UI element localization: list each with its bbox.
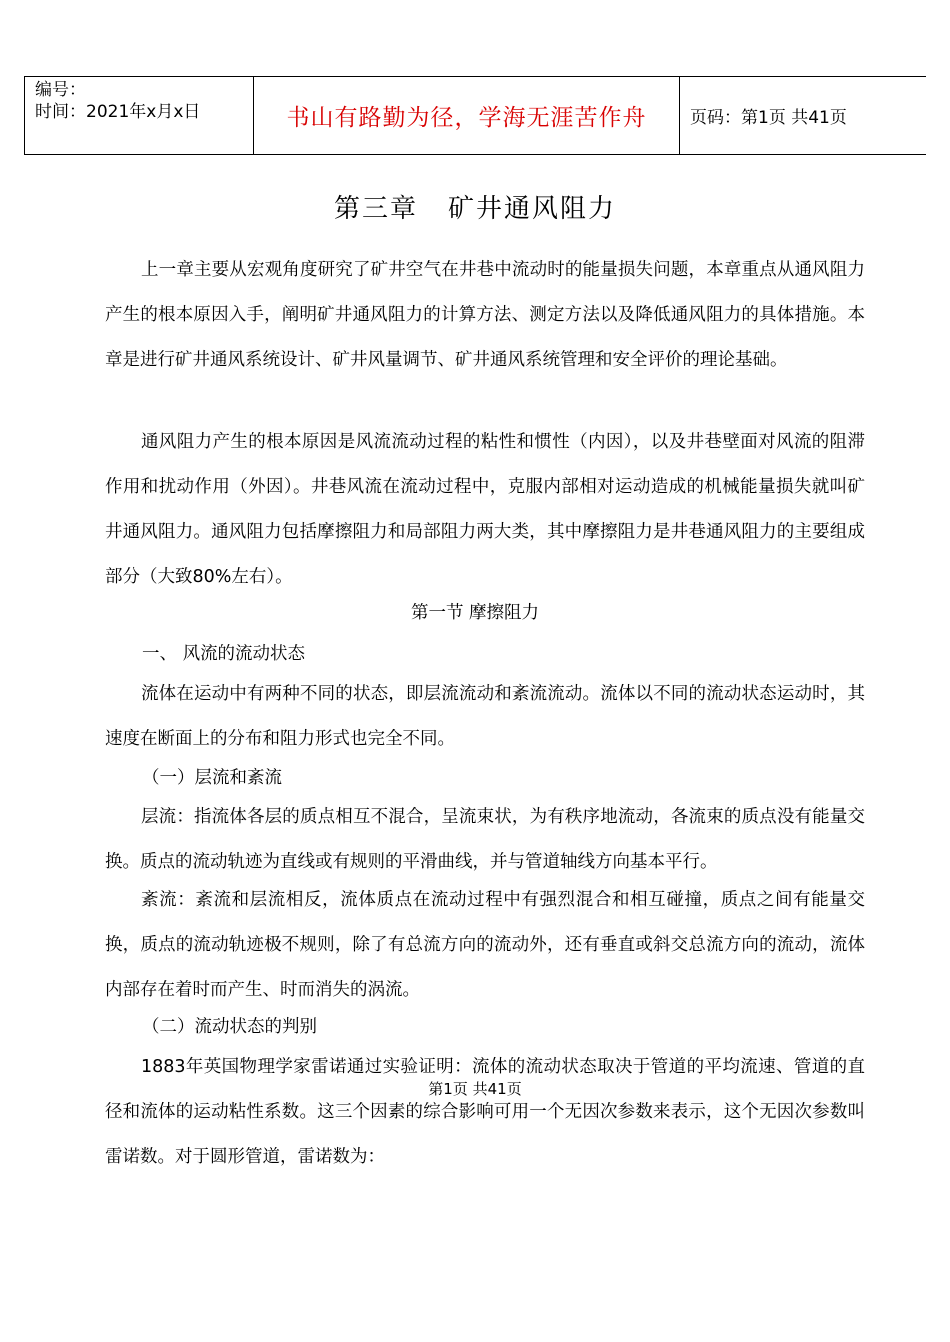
footer-page-number: 第1页 共41页 bbox=[428, 1080, 522, 1098]
number-label: 编号： bbox=[35, 80, 86, 100]
subheading-laminar-turbulent: （一）层流和紊流 bbox=[142, 768, 282, 788]
paragraph-laminar: 层流：指流体各层的质点相互不混合，呈流束状，为有秩序地流动，各流束的质点没有能量交换。质点的流动轨迹为直线或有规则的平滑曲线，并与管道轴线方向基本平行。 bbox=[105, 807, 865, 872]
paragraph-cause: 通风阻力产生的根本原因是风流流动过程的粘性和惯性（内因），以及井巷壁面对风流的阻滞作用和扰动作用（外因）。井巷风流在流动过程中，克服内部相对运动造成的机械能量损失就叫矿井通风阻力。通风阻力包括摩擦阻力和局部阻力两大类，其中摩擦阻力是井巷通风阻力的主要组成部分（大致80%左右）。 bbox=[105, 432, 865, 587]
paragraph-turbulent: 紊流：紊流和层流相反，流体质点在流动过程中有强烈混合和相互碰撞，质点之间有能量交换，质点的流动轨迹极不规则，除了有总流方向的流动外，还有垂直或斜交总流方向的流动，流体内部存在着时而产生、时而消失的涡流。 bbox=[105, 890, 865, 1000]
paragraph-intro: 上一章主要从宏观角度研究了矿井空气在井巷中流动时的能量损失问题，本章重点从通风阻力产生的根本原因入手，阐明矿井通风阻力的计算方法、测定方法以及降低通风阻力的具体措施。本章是进行矿井通风系统设计、矿井风量调节、矿井通风系统管理和安全评价的理论基础。 bbox=[105, 260, 865, 370]
chapter-name: 矿井通风阻力 bbox=[448, 194, 617, 224]
header-page-label: 页码：第1页 共41页 bbox=[690, 108, 847, 128]
paragraph-flow-types: 流体在运动中有两种不同的状态，即层流流动和紊流流动。流体以不同的流动状态运动时，其速度在断面上的分布和阻力形式也完全不同。 bbox=[105, 684, 865, 749]
section-heading: 第一节 摩擦阻力 bbox=[410, 603, 540, 623]
header-table bbox=[24, 76, 926, 155]
chapter-title bbox=[0, 188, 950, 225]
time-label: 时间：2021年x月x日 bbox=[35, 102, 201, 122]
paragraph-reynolds: 1883年英国物理学家雷诺通过实验证明：流体的流动状态取决于管道的平均流速、管道的直径和流体的运动粘性系数。这三个因素的综合影响可用一个无因次参数来表示，这个无因次参数叫雷诺数。对于圆形管道，雷诺数为： bbox=[105, 1057, 865, 1167]
header-left-cell bbox=[24, 77, 254, 154]
chapter-number: 第三章 bbox=[333, 194, 418, 224]
subheading-flow-state: 一、 风流的流动状态 bbox=[142, 644, 306, 664]
subheading-judgement: （二）流动状态的判别 bbox=[142, 1017, 317, 1037]
header-motto: 书山有路勤为径，学海无涯苦作舟 bbox=[254, 77, 680, 154]
